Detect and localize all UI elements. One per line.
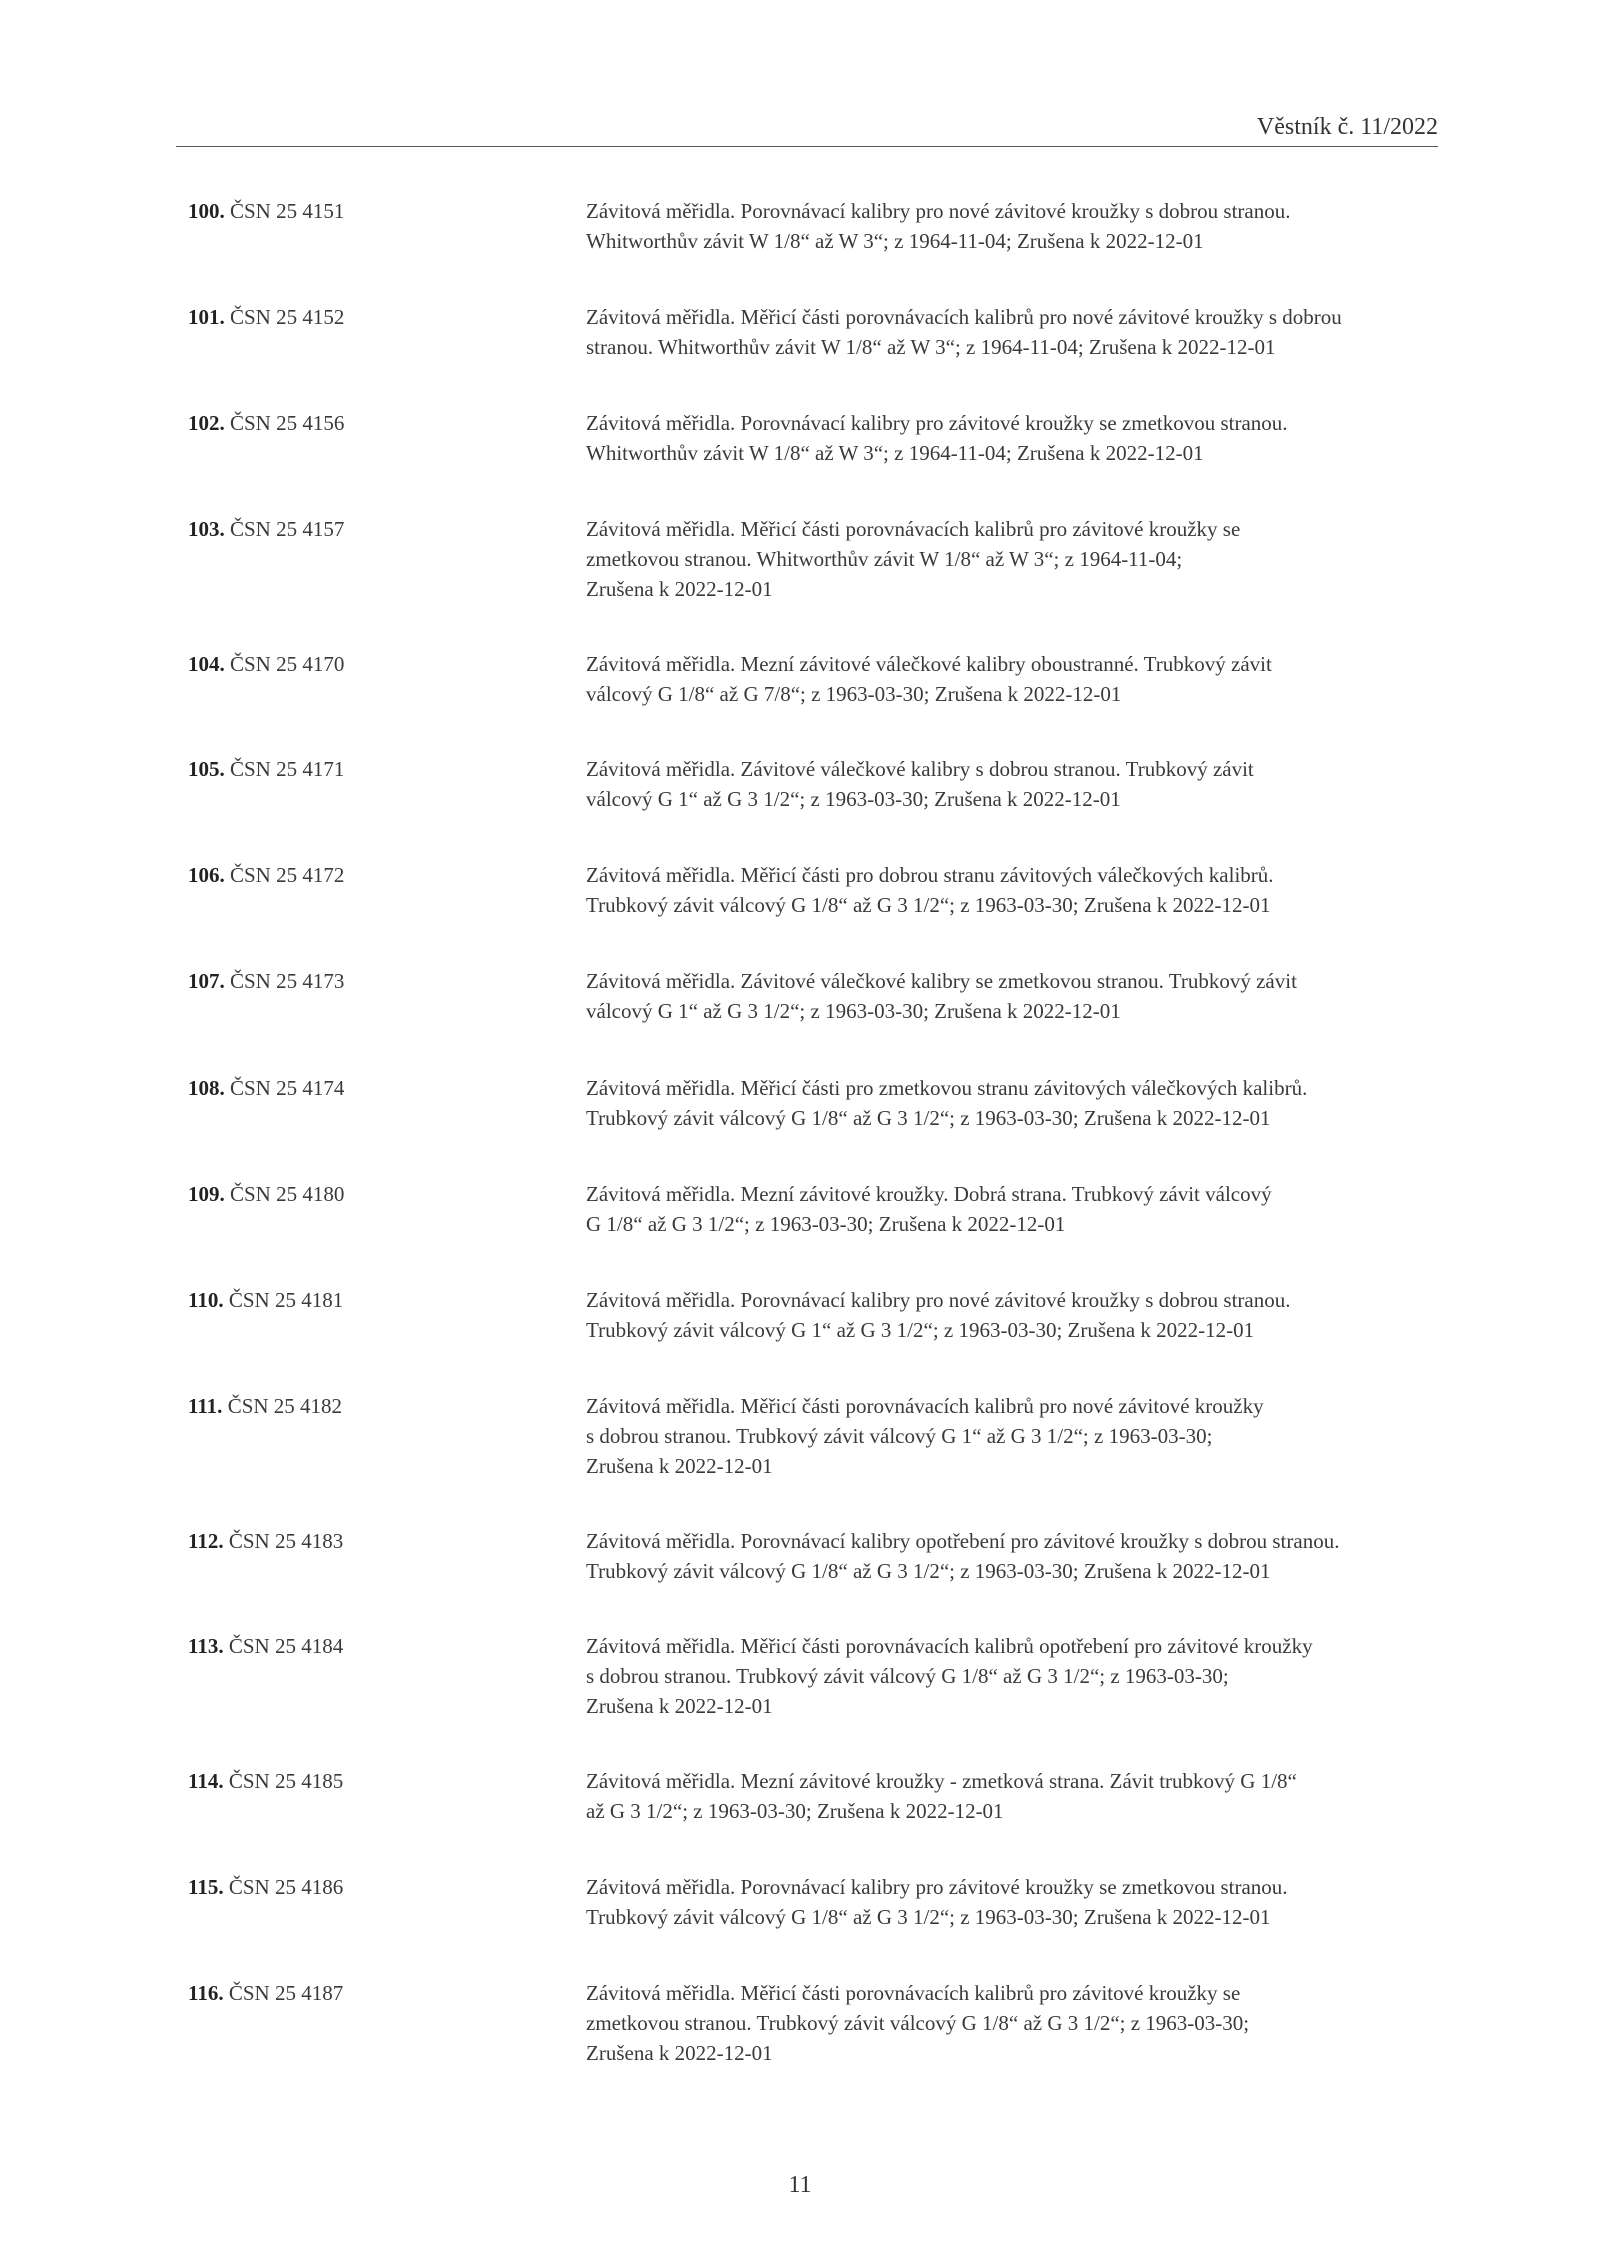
standard-id [188,1073,344,1103]
standard-id [188,408,344,438]
standard-description [586,1631,1438,1721]
description-line: Zrušena k 2022-12-01 [586,1454,773,1478]
standard-code: ČSN 25 4171 [230,757,345,781]
standard-id [188,1766,343,1796]
description-line: s dobrou stranou. Trubkový závit válcový G 1“ až G 3 1/2“; z 1963-03-30; [586,1424,1213,1448]
standard-id [188,1978,343,2008]
description-line: G 1/8“ až G 3 1/2“; z 1963-03-30; Zrušena k 2022-12-01 [586,1212,1066,1236]
description-line: Závitová měřidla. Měřicí části pro dobrou stranu závitových válečkových kalibrů. [586,863,1274,887]
description-line: Závitová měřidla. Měřicí části porovnávacích kalibrů pro závitové kroužky se [586,1981,1241,2005]
standard-id [188,754,344,784]
standard-code: ČSN 25 4186 [228,1875,344,1899]
standard-code: ČSN 25 4183 [228,1529,344,1553]
standard-description [586,408,1438,468]
description-line: Trubkový závit válcový G 1/8“ až G 3 1/2“; z 1963-03-30; Zrušena k 2022-12-01 [586,1559,1271,1583]
description-line: Závitová měřidla. Měřicí části pro zmetkovou stranu závitových válečkových kalibrů. [586,1076,1308,1100]
description-line: Závitová měřidla. Mezní závitové válečkové kalibry oboustranné. Trubkový závit [586,652,1272,676]
description-line: Závitová měřidla. Měřicí části porovnávacích kalibrů pro nové závitové kroužky s dobrou [586,305,1342,329]
description-line: Závitová měřidla. Závitové válečkové kalibry se zmetkovou stranou. Trubkový závit [586,969,1297,993]
description-line: Zrušena k 2022-12-01 [586,2041,773,2065]
description-line: válcový G 1“ až G 3 1/2“; z 1963-03-30; Zrušena k 2022-12-01 [586,787,1121,811]
entry-number: 103. [188,517,225,541]
standard-description [586,649,1438,709]
standard-description [586,860,1438,920]
standard-id [188,196,344,226]
entry-number: 111. [188,1394,223,1418]
description-line: Závitová měřidla. Mezní závitové kroužky. Dobrá strana. Trubkový závit válcový [586,1182,1272,1206]
description-line: Trubkový závit válcový G 1/8“ až G 3 1/2“; z 1963-03-30; Zrušena k 2022-12-01 [586,1905,1271,1929]
standard-id [188,1526,343,1556]
description-line: s dobrou stranou. Trubkový závit válcový G 1/8“ až G 3 1/2“; z 1963-03-30; [586,1664,1229,1688]
standard-description [586,754,1438,814]
description-line: Závitová měřidla. Měřicí části porovnávacích kalibrů pro závitové kroužky se [586,517,1241,541]
standard-code: ČSN 25 4156 [230,411,345,435]
description-line: válcový G 1/8“ až G 7/8“; z 1963-03-30; Zrušena k 2022-12-01 [586,682,1122,706]
entry-number: 108. [188,1076,225,1100]
entry-number: 110. [188,1288,224,1312]
description-line: zmetkovou stranou. Whitworthův závit W 1/8“ až W 3“; z 1964-11-04; [586,547,1183,571]
standard-id [188,966,344,996]
standard-description [586,1073,1438,1133]
description-line: Závitová měřidla. Mezní závitové kroužky - zmetková strana. Závit trubkový G 1/8“ [586,1769,1297,1793]
header-title: Věstník č. 11/2022 [1256,114,1438,140]
standard-code: ČSN 25 4170 [230,652,345,676]
description-line: Závitová měřidla. Porovnávací kalibry pro závitové kroužky se zmetkovou stranou. [586,411,1288,435]
standard-description [586,1978,1438,2068]
standard-description [586,514,1438,604]
entry-number: 114. [188,1769,224,1793]
entry-number: 104. [188,652,225,676]
standard-description [586,1766,1438,1826]
standard-description [586,302,1438,362]
standard-id [188,649,344,679]
standard-description [586,1391,1438,1481]
description-line: Trubkový závit válcový G 1/8“ až G 3 1/2“; z 1963-03-30; Zrušena k 2022-12-01 [586,1106,1271,1130]
description-line: Závitová měřidla. Měřicí části porovnávacích kalibrů pro nové závitové kroužky [586,1394,1264,1418]
description-line: Zrušena k 2022-12-01 [586,577,773,601]
description-line: Závitová měřidla. Závitové válečkové kalibry s dobrou stranou. Trubkový závit [586,757,1254,781]
standard-description [586,966,1438,1026]
page-header [176,110,1438,147]
standard-description [586,1179,1438,1239]
standard-description [586,1526,1438,1586]
standard-code: ČSN 25 4151 [230,199,345,223]
description-line: Závitová měřidla. Porovnávací kalibry pro závitové kroužky se zmetkovou stranou. [586,1875,1288,1899]
standard-id [188,1391,342,1421]
entry-number: 113. [188,1634,224,1658]
standard-description [586,1872,1438,1932]
standard-code: ČSN 25 4157 [230,517,345,541]
entry-number: 106. [188,863,225,887]
description-line: Whitworthův závit W 1/8“ až W 3“; z 1964-11-04; Zrušena k 2022-12-01 [586,441,1204,465]
standard-code: ČSN 25 4182 [227,1394,343,1418]
standard-id [188,1872,343,1902]
standard-id [188,514,344,544]
description-line: Whitworthův závit W 1/8“ až W 3“; z 1964-11-04; Zrušena k 2022-12-01 [586,229,1204,253]
description-line: Závitová měřidla. Měřicí části porovnávacích kalibrů opotřebení pro závitové kroužky [586,1634,1313,1658]
standard-code: ČSN 25 4152 [230,305,345,329]
entry-number: 102. [188,411,225,435]
description-line: válcový G 1“ až G 3 1/2“; z 1963-03-30; Zrušena k 2022-12-01 [586,999,1121,1023]
description-line: Závitová měřidla. Porovnávací kalibry opotřebení pro závitové kroužky s dobrou stranou. [586,1529,1340,1553]
description-line: Trubkový závit válcový G 1“ až G 3 1/2“; z 1963-03-30; Zrušena k 2022-12-01 [586,1318,1255,1342]
entry-number: 100. [188,199,225,223]
description-line: Závitová měřidla. Porovnávací kalibry pro nové závitové kroužky s dobrou stranou. [586,1288,1291,1312]
standard-id [188,302,344,332]
standard-code: ČSN 25 4185 [228,1769,344,1793]
description-line: Závitová měřidla. Porovnávací kalibry pro nové závitové kroužky s dobrou stranou. [586,199,1291,223]
entry-number: 109. [188,1182,225,1206]
description-line: Zrušena k 2022-12-01 [586,1694,773,1718]
entry-number: 112. [188,1529,224,1553]
description-line: Trubkový závit válcový G 1/8“ až G 3 1/2“; z 1963-03-30; Zrušena k 2022-12-01 [586,893,1271,917]
standard-code: ČSN 25 4173 [230,969,345,993]
standard-code: ČSN 25 4180 [230,1182,345,1206]
standard-description [586,1285,1438,1345]
standard-description [586,196,1438,256]
description-line: stranou. Whitworthův závit W 1/8“ až W 3“; z 1964-11-04; Zrušena k 2022-12-01 [586,335,1276,359]
standard-id [188,1285,343,1315]
entry-number: 105. [188,757,225,781]
entry-number: 107. [188,969,225,993]
entry-number: 116. [188,1981,224,2005]
entry-number: 115. [188,1875,224,1899]
standard-code: ČSN 25 4187 [228,1981,344,2005]
standard-code: ČSN 25 4184 [228,1634,344,1658]
standard-code: ČSN 25 4181 [228,1288,344,1312]
description-line: zmetkovou stranou. Trubkový závit válcový G 1/8“ až G 3 1/2“; z 1963-03-30; [586,2011,1250,2035]
standard-code: ČSN 25 4174 [230,1076,345,1100]
standard-id [188,860,344,890]
standard-id [188,1179,344,1209]
description-line: až G 3 1/2“; z 1963-03-30; Zrušena k 2022-12-01 [586,1799,1004,1823]
page-number: 11 [788,2172,812,2198]
standard-id [188,1631,343,1661]
entry-number: 101. [188,305,225,329]
standard-code: ČSN 25 4172 [230,863,345,887]
